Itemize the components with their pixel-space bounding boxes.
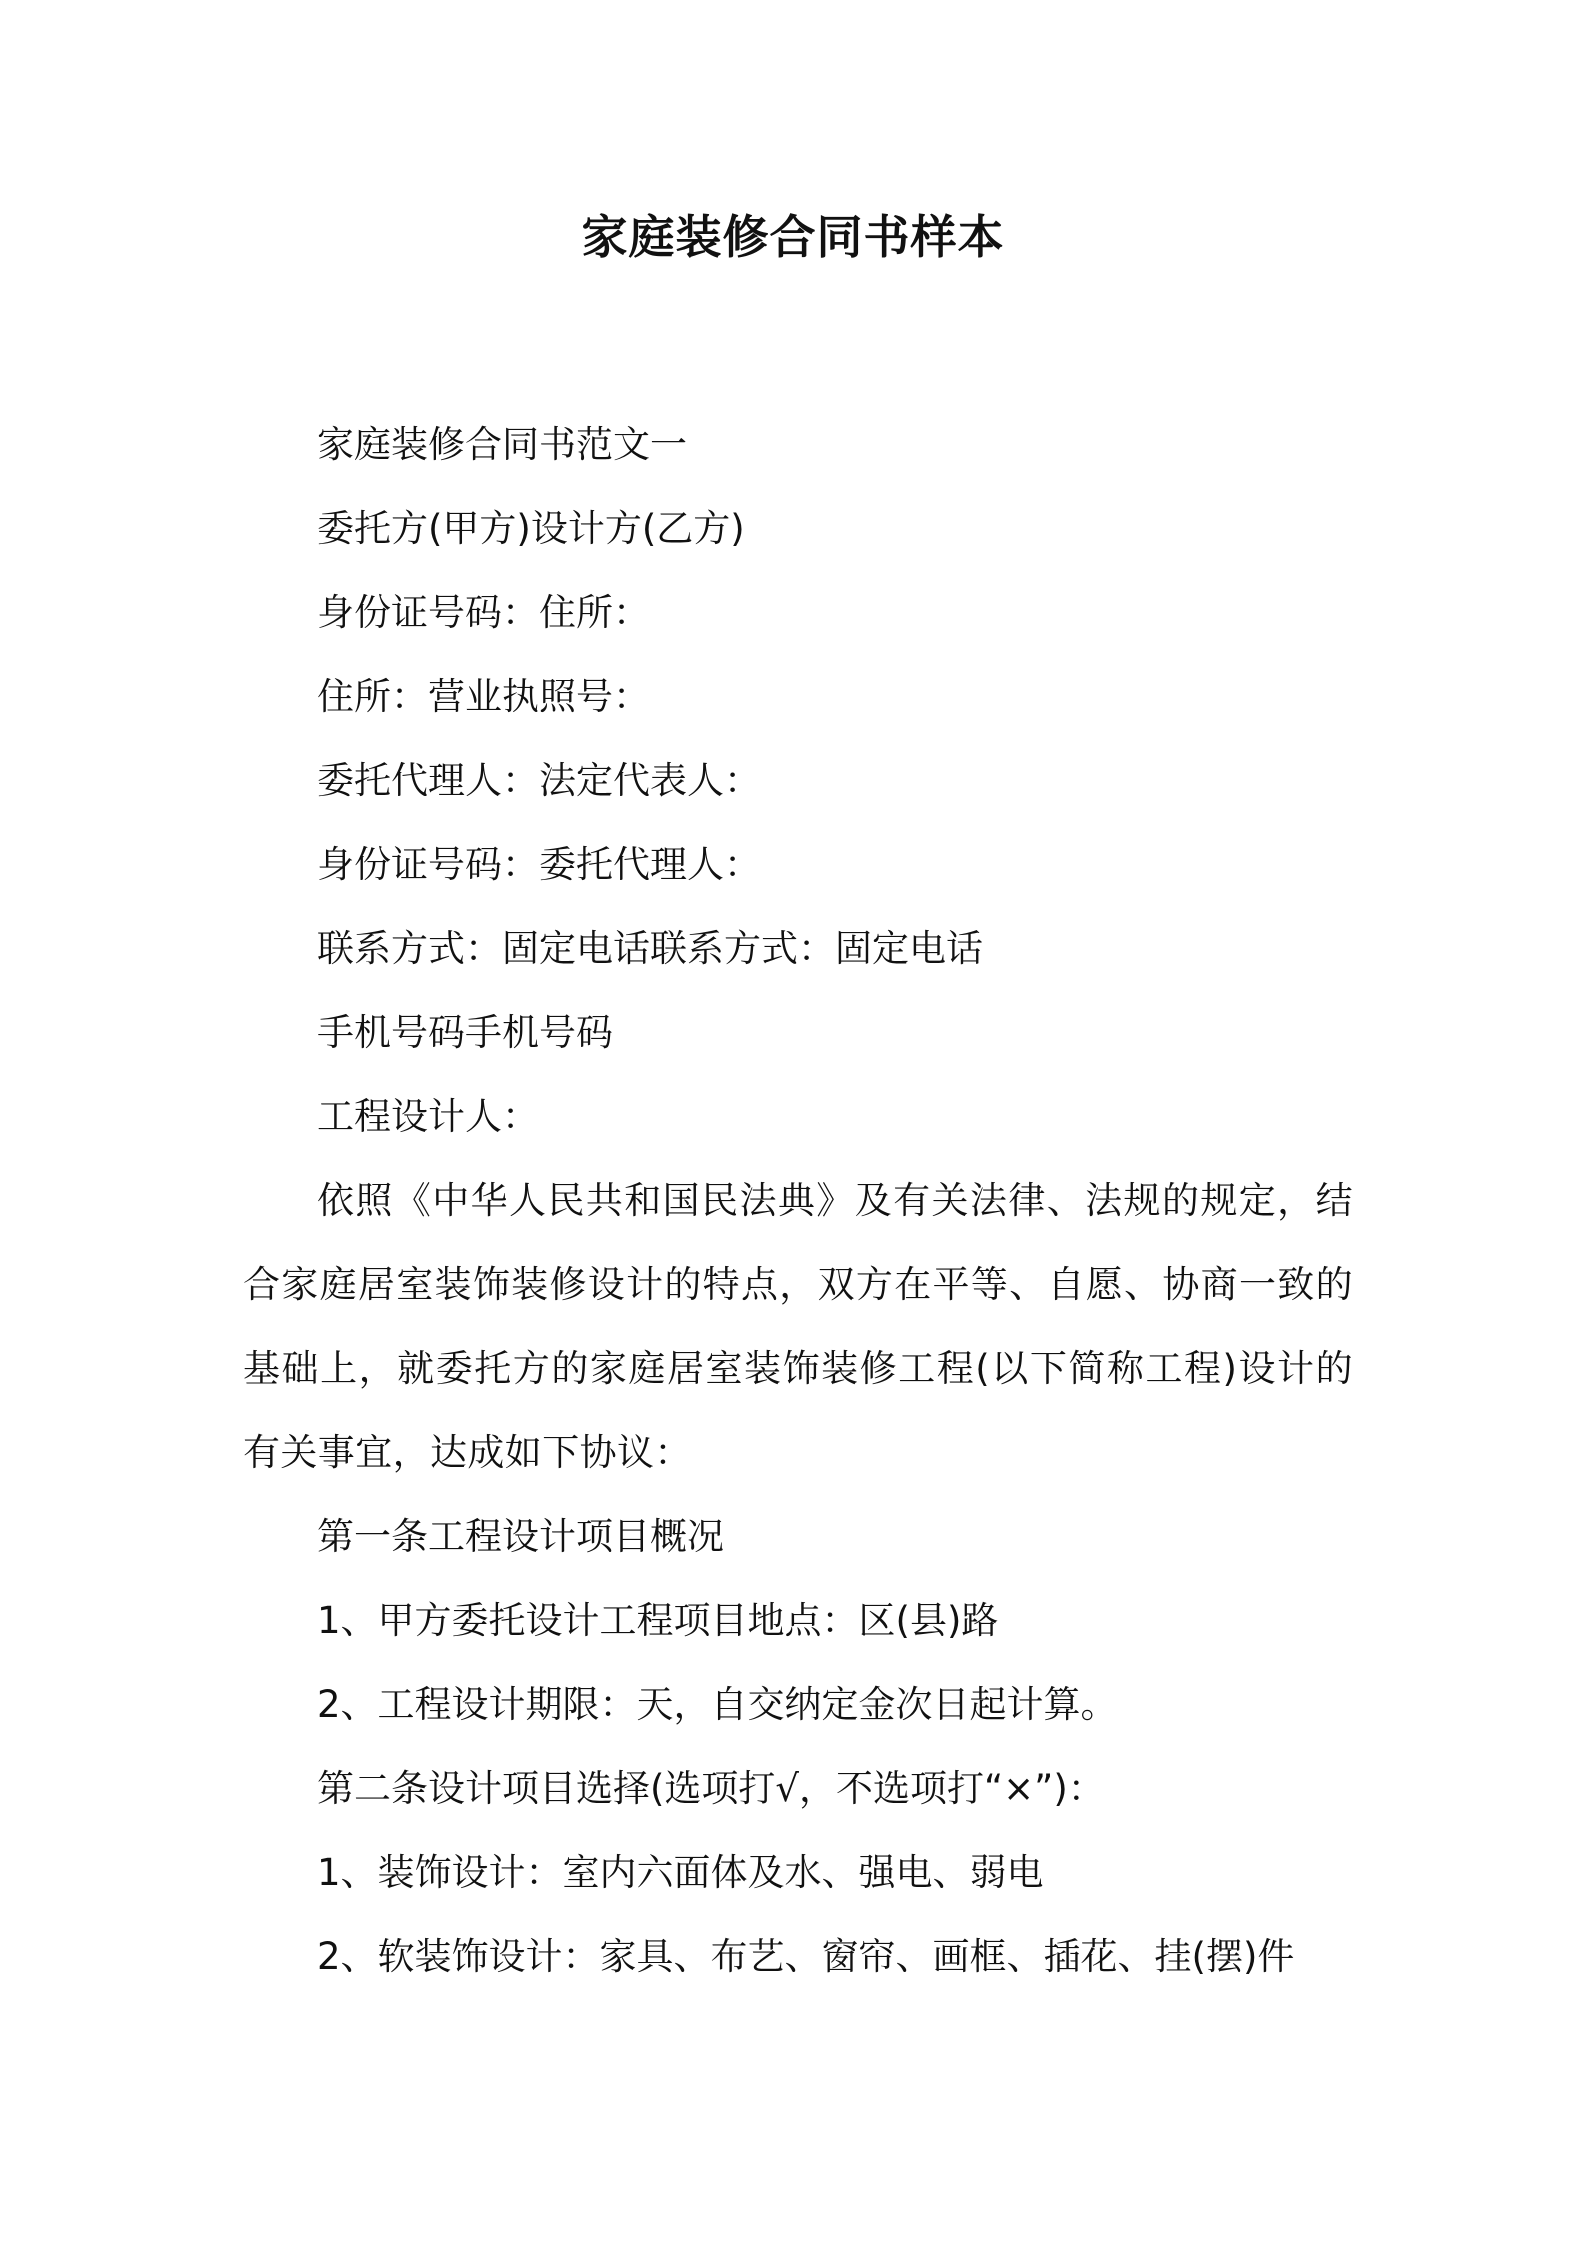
article2-item2: 2、软装饰设计：家具、布艺、窗帘、画框、插花、挂(摆)件 xyxy=(317,1935,1295,1978)
id-number-line: 身份证号码：住所： xyxy=(317,591,650,634)
article2-item1: 1、装饰设计：室内六面体及水、强电、弱电 xyxy=(317,1851,1044,1894)
article2-heading: 第二条设计项目选择(选项打√，不选项打“×”)： xyxy=(317,1767,1105,1810)
parties-line: 委托方(甲方)设计方(乙方) xyxy=(317,507,745,550)
document-title: 家庭装修合同书样本 xyxy=(581,210,1005,264)
contact-line: 联系方式：固定电话联系方式：固定电话 xyxy=(317,927,983,970)
agent-line: 委托代理人：法定代表人： xyxy=(317,759,761,802)
sample-heading: 家庭装修合同书范文一 xyxy=(317,423,687,466)
mobile-line: 手机号码手机号码 xyxy=(317,1011,613,1054)
designer-line: 工程设计人： xyxy=(317,1095,539,1138)
intro-paragraph: 依照《中华人民共和国民法典》及有关法律、法规的规定，结合家庭居室装饰装修设计的特点，双方在平等、自愿、协商一致的基础上，就委托方的家庭居室装饰装修工程(以下简称工程)设计的有关事宜，达成如下协议： xyxy=(243,1179,1353,1474)
document-body xyxy=(243,403,1353,1999)
id-agent-line: 身份证号码：委托代理人： xyxy=(317,843,761,886)
address-line: 住所：营业执照号： xyxy=(317,675,650,718)
article1-heading: 第一条工程设计项目概况 xyxy=(317,1515,724,1558)
article1-item1: 1、甲方委托设计工程项目地点：区(县)路 xyxy=(317,1599,999,1642)
article1-item2: 2、工程设计期限：天，自交纳定金次日起计算。 xyxy=(317,1683,1118,1726)
